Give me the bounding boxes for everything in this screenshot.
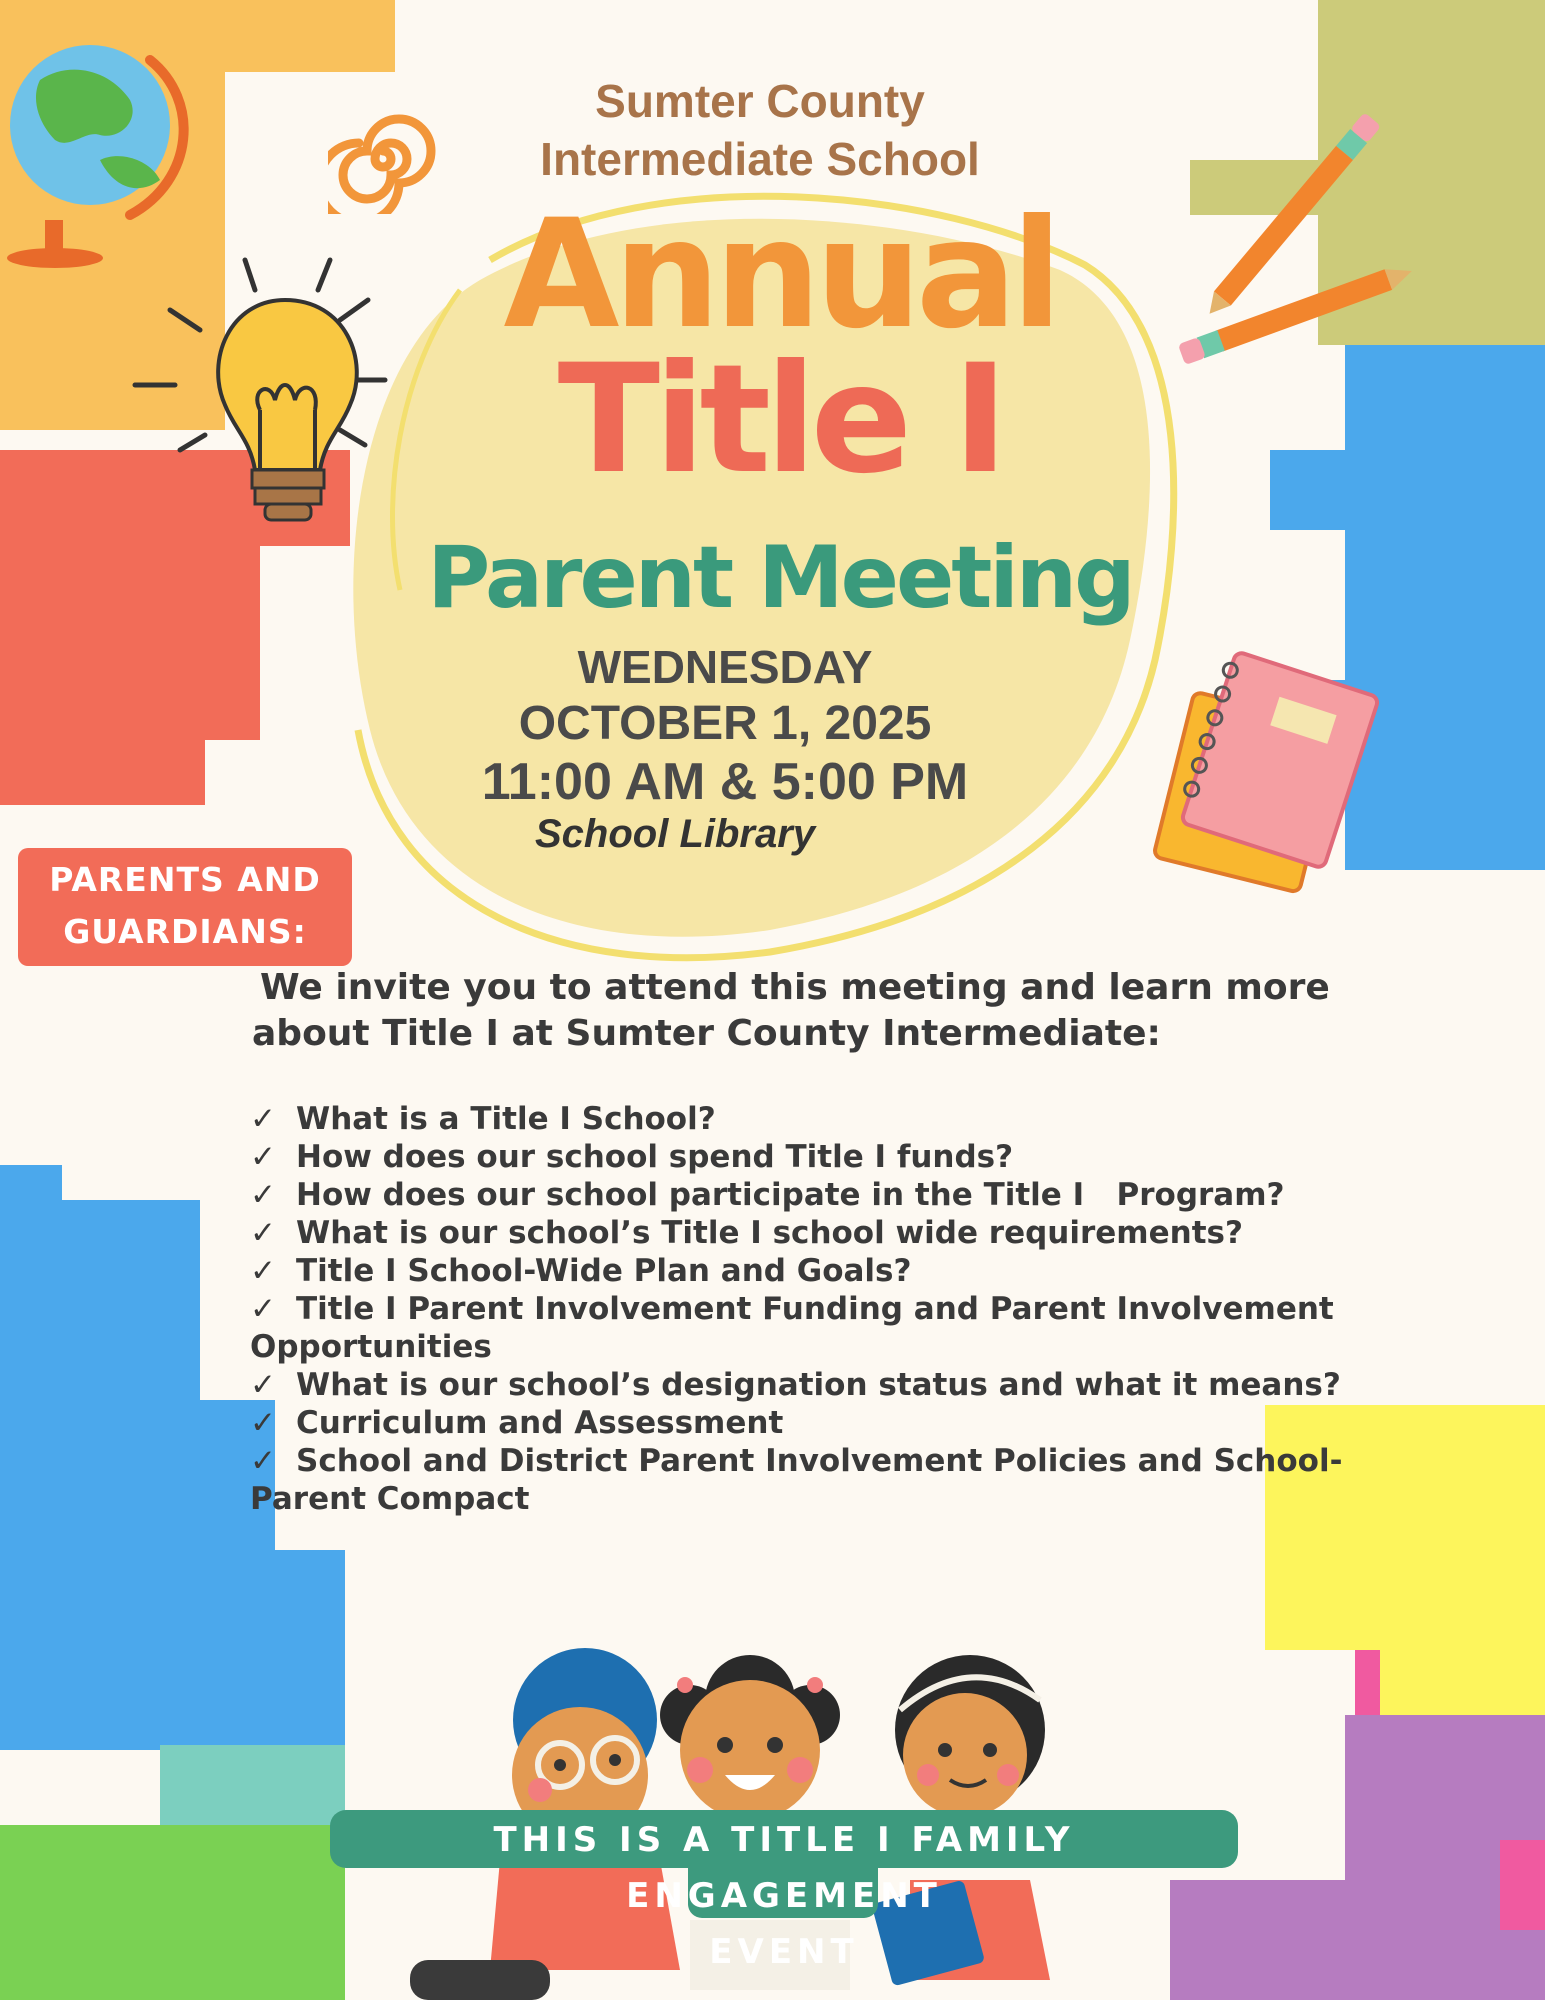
footer-line1: THIS IS A TITLE I FAMILY ENGAGEMENT: [493, 1820, 1075, 1916]
topic-item: ✓ School and District Parent Involvement Policies and School-Parent Compact: [250, 1443, 1343, 1517]
invitation-line2: about Title I at Sumter County Intermediate:: [252, 1013, 1161, 1054]
footer-banner-text: [330, 1812, 1238, 1980]
checkmark-icon: ✓: [250, 1443, 276, 1479]
audience-badge: [18, 848, 352, 966]
topic-item: ✓ How does our school spend Title I funds?: [250, 1139, 1014, 1175]
invitation-line1: We invite you to attend this meeting and learn more: [260, 967, 1330, 1008]
title-parent-meeting: Parent Meeting: [427, 528, 1133, 628]
event-location: School Library: [535, 812, 816, 856]
block-right-blue: [1270, 450, 1360, 530]
checkmark-icon: ✓: [250, 1367, 276, 1403]
block-left-blue: [0, 1550, 345, 1750]
topic-item: ✓ Title I School-Wide Plan and Goals?: [250, 1253, 912, 1289]
event-date: OCTOBER 1, 2025: [518, 697, 932, 750]
audience-line1: PARENTS AND: [49, 860, 321, 899]
checkmark-icon: ✓: [250, 1101, 276, 1137]
checkmark-icon: ✓: [250, 1291, 276, 1327]
event-day: WEDNESDAY: [577, 641, 873, 693]
topic-item: ✓ How does our school participate in the Title I Program?: [250, 1177, 1285, 1213]
invitation-text: [252, 965, 1472, 1057]
block-right-yellow: [1380, 1640, 1545, 1720]
notebooks-icon: [1150, 650, 1390, 900]
block-left-coral: [0, 540, 260, 740]
block-left-blue: [0, 1200, 200, 1400]
block-right-pink: [1500, 1840, 1545, 1930]
pencils-icon: [1170, 100, 1430, 380]
topic-item: ✓ Title I Parent Involvement Funding and Parent Involvement Opportunities: [250, 1291, 1334, 1365]
title-title-i: Title I: [557, 333, 1003, 507]
block-left-teal: [160, 1745, 345, 1825]
checkmark-icon: ✓: [250, 1215, 276, 1251]
topic-item: ✓ Curriculum and Assessment: [250, 1405, 784, 1441]
topic-item: ✓ What is our school’s Title I school wide requirements?: [250, 1215, 1243, 1251]
school-name-line2: Intermediate School: [540, 133, 980, 185]
topic-item: ✓ What is our school’s designation status and what it means?: [250, 1367, 1341, 1403]
event-times: 11:00 AM & 5:00 PM: [481, 753, 969, 811]
school-name: [400, 72, 1120, 188]
topic-item: ✓ What is a Title I School?: [250, 1101, 716, 1137]
globe-icon: [0, 30, 200, 270]
checkmark-icon: ✓: [250, 1139, 276, 1175]
topic-list: [250, 1100, 1450, 1518]
title-annual: Annual: [503, 188, 1057, 362]
checkmark-icon: ✓: [250, 1405, 276, 1441]
school-name-line1: Sumter County: [595, 75, 925, 127]
checkmark-icon: ✓: [250, 1253, 276, 1289]
audience-line2: GUARDIANS:: [63, 912, 307, 951]
block-left-blue: [0, 1400, 275, 1550]
checkmark-icon: ✓: [250, 1177, 276, 1213]
block-left-green: [0, 1825, 345, 2000]
footer-line2: EVENT: [709, 1932, 859, 1972]
block-left-coral: [0, 735, 205, 805]
